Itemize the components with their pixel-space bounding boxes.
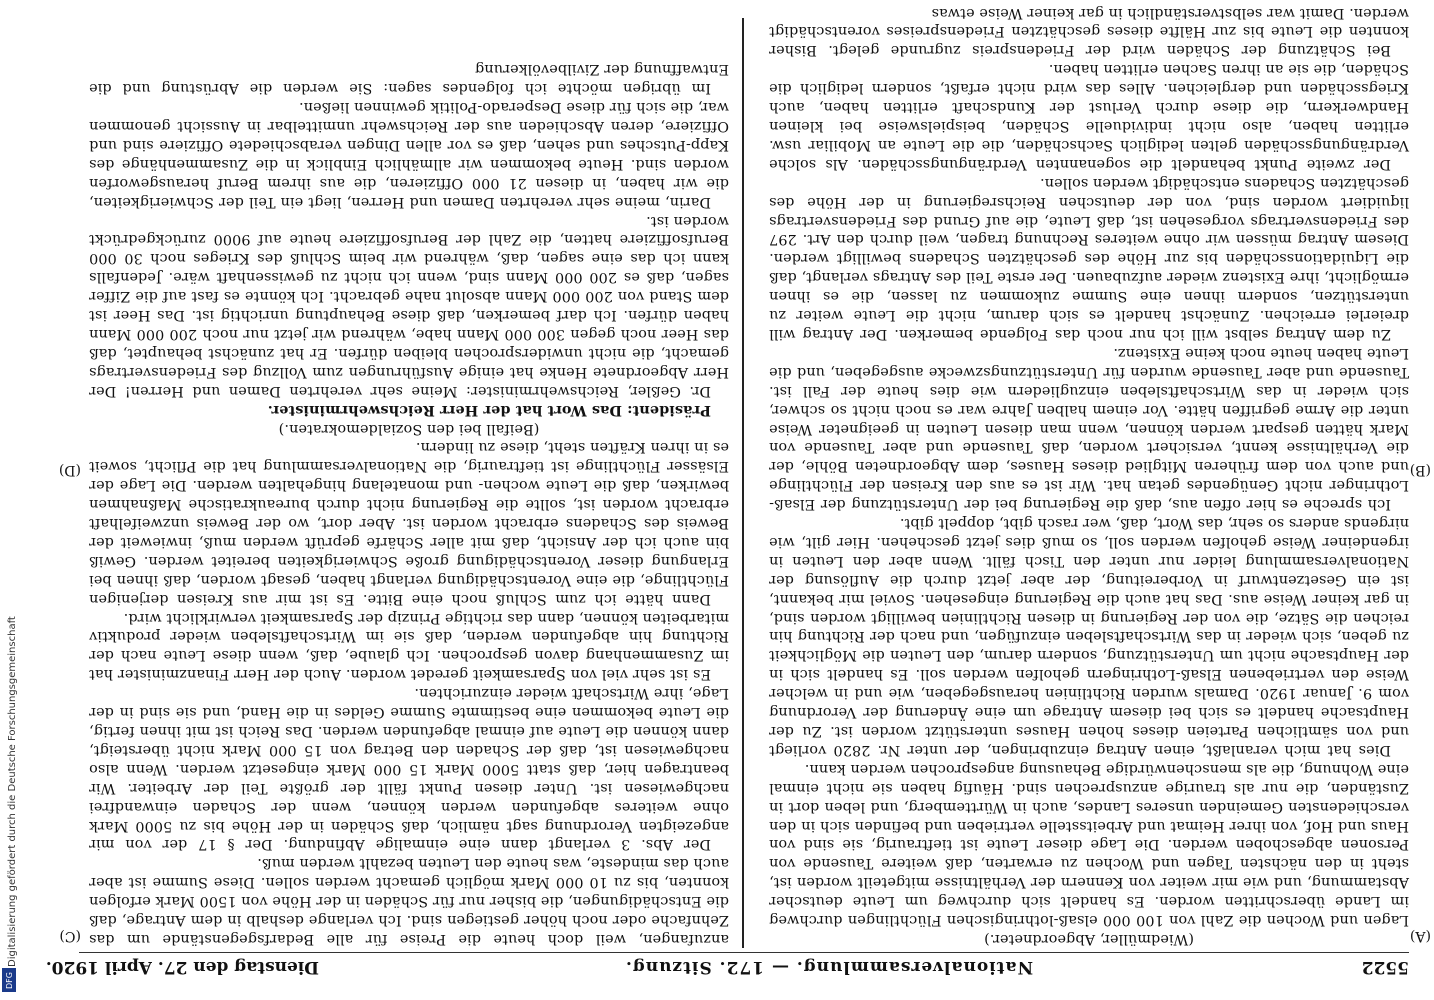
paragraph: Dr. Geßler, Reichswehrminister: Meine sehr verehrten Damen und Herren! Der Herr Abgeordnete Henke hat einige Ausführungen zum Vollzug des Friedensvertrags gemacht, die nicht unwidersprochen bleiben dürfen. Er hat zunächst behauptet, daß das Heer noch gegen 300 000 Mann habe, während wir jetzt nur noch 200 000 Mann haben dürfen. Ich darf bemerken, daß diese Behauptung unrichtig ist. Das Heer ist dem Stand von 200 000 Mann absolut nahe gebracht. Ich könnte es fast auf die Ziffer sagen, daß es 200 000 Mann sind, wenn ich nicht zu gewissenhaft wäre. Jedenfalls kann ich das eine sagen, daß, während wir beim Schluß des Krieges noch 30 000 Berufsoffiziere hatten, die Zahl der Berufsoffiziere heute auf 9000 zurückgedrückt worden ist.	[89, 212, 729, 399]
paragraph: Der zweite Punkt behandelt die sogenannten Verdrängungsschäden. Als solche Verdrängungsschäden gelten lediglich Sachschäden, die die Leute an Mobiliar usw. erlitten haben, also nicht individuelle Schäden, beispielsweise bei kleinen Handwerkern, die diese durch Verlust der Kundschaft erlitten haben, auch Kriegsschäden und dergleichen. Alles das wird nicht erfaßt, sondern lediglich die Schäden, die sie an ihren Sachen erlitten haben.	[769, 61, 1409, 172]
paragraph: Lagen und Wochen die Zahl von 100 000 elsaß-lothringischen Flüchtlingen durchweg im Lande überschritten worden. Es handelt sich durchweg um Leute deutscher Abstammung, und wie mir weiter von Kennern der Verhältnisse mitgeteilt worden ist, steht in den nächsten Tagen und Wochen zu erwarten, daß weitere Tausende von Personen abgeschoben werden. Die Lage dieser Leute ist tieftraurig, sie sind von Haus und Hof, von ihrer Heimat und Arbeitsstelle vertrieben und befinden sich in den verschiedensten Gemeinden unseres Landes, auch in Württemberg, und leben dort in Zuständen, die nur als traurige anzusprechen sind. Häufig haben sie nicht einmal eine Wohnung, die als menschenwürdige Behausung angesprochen werden kann.	[769, 760, 1409, 929]
margin-marker-b: (B)	[1409, 462, 1431, 478]
page-header	[45, 956, 1409, 978]
digitization-note-text: Digitalisierung gefördert durch die Deutsche Forschungsgemeinschaft	[7, 616, 18, 967]
paragraph: Dann hätte ich zum Schluß noch eine Bitte. Es ist mir aus Kreisen derjenigen Flüchtlinge, die eine Vorentschädigung verlangt haben, gesagt worden, daß ihnen bei Erlangung dieser Vorentschädigung große Schwierigkeiten bereitet werden. Gewiß bin auch ich der Ansicht, daß mit aller Schärfe geprüft werden muß, inwieweit der Beweis des Schadens erbracht worden ist. Aber dort, wo der Beweis unzweifelhaft erbracht worden ist, sollte die Regierung nicht durch bureaukratische Maßnahmen bewirken, daß die Leute wochen- und monatelang hingehalten werden. Die Lage der Elsässer Flüchtlinge ist tieftraurig, die Nationalversammlung hat die Pflicht, soweit es in ihren Kräften steht, diese zu lindern.	[89, 439, 729, 607]
paragraph: Zu dem Antrag selbst will ich nur noch das Folgende bemerken. Der Antrag will dreierlei erreichen. Zunächst handelt es sich darum, nicht die Leute weiter zu unterstützen, sondern ihnen eine Summe zukommen zu lassen, die es ihnen ermöglicht, ihre Existenz wieder aufzubauen. Der erste Teil des Antrags verlangt, daß die Liquidationsschäden bis zur Höhe des geschätzten Schadens bewilligt werden. Diesem Antrag müssen wir ohne weiteres Rechnung tragen, weil durch den Art. 297 des Friedensvertrags vorgesehen ist, daß Leute, die auf Grund des Friedensvertrags liquidiert worden sind, von der deutschen Reichsregierung in der Höhe des geschätzten Schadens entschädigt werden sollen.	[769, 174, 1409, 342]
speaker-attribution: (Wiedmüller, Abgeordneter.)	[984, 931, 1194, 947]
left-column	[769, 4, 1409, 948]
page-number: 5522	[1361, 957, 1409, 977]
header-rule	[79, 952, 1409, 953]
margin-marker-d: (D)	[58, 462, 81, 478]
paragraph: Ich spreche es hier offen aus, daß die Regierung bei der Unterstützung der Elsaß-Lothringer nicht Genügendes getan hat. Wir ist es aus den Kreisen der Flüchtlinge und auch von dem früheren Mitglied dieses Hauses, dem Abgeordneten Böhle, der die Verhältnisse kennt, versichert worden, daß Tausende und aber Tausende von Mark hätten gespart werden können, wenn man diesen Leuten in geeigneter Weise unter die Arme gegriffen hätte. Vor einem halben Jahre war es noch nicht so schwer, sich wieder in das Wirtschaftsleben einzugliedern wie dies heute der Fall ist. Tausende und aber Tausende wurden für Unterstützungszwecke ausgegeben, und die Leute haben heute noch keine Existenz.	[769, 344, 1409, 513]
column-divider	[742, 18, 744, 948]
page-body	[45, 4, 1431, 978]
applause-note: (Beifall bei den Sozialdemokraten.)	[278, 420, 540, 437]
margin-marker-a: (A)	[1409, 928, 1431, 944]
paragraph: Es ist sehr viel von Sparsamkeit geredet worden. Auch der Herr Finanzminister hat im Zusammenhang davon gesprochen. Ich glaube, daß, wenn diese Leute nach der Richtung hin abgefunden werden, daß sie im Wirtschaftsleben wieder produktiv mitarbeiten können, dann das richtige Prinzip der Sparsamkeit verwirklicht wird.	[89, 609, 729, 683]
paragraph: anzufangen, weil doch heute die Preise für alle Bedarfsgegenstände um das Zehnfache oder noch höher gestiegen sind. Ich verlange deshalb in dem Antrage, daß die Entschädigungen, die bisher nur für Schäden in der Höhe von 1500 Mark erfolgen konnten, bis zu 10 000 Mark möglich gemacht werden sollen. Diese Summe ist aber auch das mindeste, was heute den Leuten bezahlt werden muß.	[89, 855, 729, 947]
paragraph: Darin, meine sehr verehrten Damen und Herren, liegt ein Teil der Schwierigkeiten, die wir haben, in diesen 21 000 Offizieren, die aus ihrem Beruf herausgeworfen worden sind. Heute bekommen wir allmählich Einblick in die Zusammenhänge des Kapp-Putsches und sehen, daß es vor allen Dingen verabschiedete Offiziere sind und Offiziere, deren Abschieden aus der Reichswehr unmittelbar in Aussicht genommen war, die sich für diese Desperado-Politik gewinnen ließen.	[89, 99, 729, 210]
page-title: Nationalversammlung. — 172. Sitzung.	[624, 957, 1034, 977]
paragraph: Im übrigen möchte ich folgendes sagen: Sie werden die Abrüstung und die Entwaffnung der Zivilbevölkerung	[89, 61, 729, 97]
president-remark: Präsident: Das Wort hat der Herr Reichswehrminister.	[267, 401, 711, 419]
dfg-logo-text: DFG	[4, 971, 14, 989]
paragraph: Der Abs. 3 verlangt dann eine einmalige Abfindung. Der § 17 der von mir angezeigten Verordnung sagt nämlich, daß Schäden in der Höhe bis zu 5000 Mark ohne weiteres abgefunden werden können, wenn der Schaden einwandfrei nachgewiesen ist. Unter diesen Punkt fällt der größte Teil der Arbeiter. Wir beantragen hier, daß statt 5000 Mark 15 000 Mark eingesetzt werden. Wenn also nachgewiesen ist, daß der Schaden den Betrag von 15 000 Mark nicht übersteigt, dann können die Leute auf einmal abgefunden werden. Das Reich ist mit ihnen fertig, die Leute bekommen eine bestimmte Summe Geldes in die Hand, und sie sind in der Lage, ihre Wirtschaft wieder einzurichten.	[89, 685, 729, 853]
right-column	[89, 18, 729, 948]
paragraph: Bei Schätzung der Schäden wird der Friedenspreis zugrunde gelegt. Bisher konnten die Leute bis zur Hälfte dieses geschätzten Friedenspreises vorentschädigt werden. Damit war selbstverständlich in gar keiner Weise etwas	[769, 4, 1409, 59]
paragraph: Dies hat mich veranlaßt, einen Antrag einzubringen, der unter Nr. 2820 vorliegt und von sämtlichen Parteien dieses hohen Hauses unterstützt worden ist. Zu der Hauptsache handelt es sich bei diesem Antrage um eine Änderung der Verordnung vom 9. Januar 1920. Damals wurden Richtlinien herausgegeben, wie und in welcher Weise den vertriebenen Elsaß-Lothringern geholfen werden soll. Es handelt sich in der Hauptsache nicht um Unterstützung, sondern darum, den Leuten die Möglichkeit zu geben, sich wieder in das Wirtschaftsleben einzufügen, und nach der Richtung hin reichen die Sätze, die von der Regierung in diesen Richtlinien bewilligt worden sind, in gar keiner Weise aus. Das hat auch die Regierung eingesehen. Soviel mir bekannt, ist ein Gesetzentwurf in Vorbereitung, der aber jetzt durch die Auflösung der Nationalversammlung leider nur unter den Tisch fällt. Wenn aber den Leuten in irgendeiner Weise geholfen werden soll, so muß dies jetzt geschehen. Hier gilt, wie nirgends anders so sehr, das Wort, daß, wer rasch gibt, doppelt gibt.	[769, 515, 1409, 758]
session-date: Dienstag den 27. April 1920.	[45, 957, 319, 977]
margin-marker-c: (C)	[59, 928, 81, 944]
